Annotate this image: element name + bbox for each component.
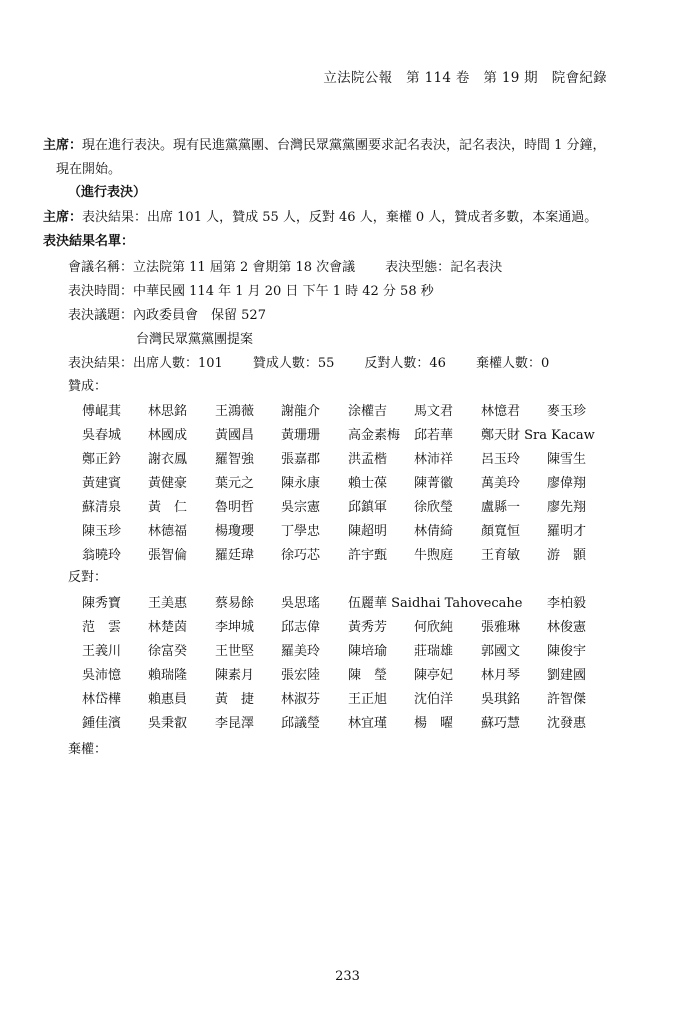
yes-name: 丁學忠 — [281, 524, 321, 539]
yes-name: 王育敏 — [481, 548, 521, 563]
vote-time: 中華民國 114 年 1 月 20 日 下午 1 時 42 分 58 秒 — [133, 284, 434, 299]
list-title: 表決結果名單： — [43, 234, 135, 249]
no-name: 范 雲 — [82, 620, 122, 635]
yes-name: 陳雪生 — [547, 452, 587, 467]
no-name: 羅美玲 — [281, 644, 321, 659]
no-name: 李坤城 — [215, 620, 255, 635]
yes-name: 黃 仁 — [148, 500, 188, 515]
yes-count: 贊成人數：55 — [252, 356, 335, 371]
yes-name: 王鴻薇 — [215, 404, 255, 419]
yes-name: 徐巧芯 — [281, 548, 321, 563]
no-name: 吳沛憶 — [82, 668, 122, 683]
no-name: 王正旭 — [348, 692, 388, 707]
no-name: 陳秀寶 — [82, 596, 122, 611]
yes-name: 吳春城 — [82, 428, 122, 443]
yes-name: 萬美玲 — [481, 476, 521, 491]
yes-name: 黃國昌 — [215, 428, 255, 443]
no-name: 劉建國 — [547, 668, 587, 683]
yes-name: 林憶君 — [481, 404, 521, 419]
no-name: 林岱樺 — [82, 692, 122, 707]
no-name: 王義川 — [82, 644, 122, 659]
vote-type-label: 表決型態： — [385, 260, 451, 275]
speaker-label: 主席： — [43, 138, 83, 153]
yes-row — [82, 520, 642, 540]
no-row — [82, 688, 642, 708]
no-name: 陳亭妃 — [414, 668, 454, 683]
no-name: 陳培瑜 — [348, 644, 388, 659]
yes-row — [82, 496, 642, 516]
no-name: 莊瑞雄 — [414, 644, 454, 659]
yes-name: 陳菁徽 — [414, 476, 454, 491]
yes-name: 賴士葆 — [348, 476, 388, 491]
meeting-name-line — [68, 256, 502, 275]
yes-name: 廖先翔 — [547, 500, 587, 515]
vote-time-line — [68, 280, 434, 299]
yes-name: 吳宗憲 — [281, 500, 321, 515]
no-row — [82, 640, 642, 660]
no-name: 張雅琳 — [481, 620, 521, 635]
chair-text-line2: 現在開始。 — [56, 162, 122, 177]
no-row — [82, 592, 642, 612]
yes-name: 陳永康 — [281, 476, 321, 491]
yes-name: 鄭正鈐 — [82, 452, 122, 467]
yes-name: 麥玉珍 — [547, 404, 587, 419]
yes-name: 洪孟楷 — [348, 452, 388, 467]
no-name: 李昆澤 — [215, 716, 255, 731]
chair-result-text: 表決結果：出席 101 人，贊成 55 人，反對 46 人，棄權 0 人，贊成者多數，本案通過。 — [82, 210, 598, 225]
yes-name: 黃建賓 — [82, 476, 122, 491]
yes-name: 陳超明 — [348, 524, 388, 539]
no-name: 王美惠 — [148, 596, 188, 611]
yes-name: 林德福 — [148, 524, 188, 539]
meeting-name: 立法院第 11 屆第 2 會期第 18 次會議 — [133, 260, 356, 275]
no-name: 沈伯洋 — [414, 692, 454, 707]
no-name: 賴瑞隆 — [148, 668, 188, 683]
no-label: 反對： — [68, 570, 108, 585]
chair-statement-1 — [43, 134, 613, 182]
yes-name: 楊瓊瓔 — [215, 524, 255, 539]
page-header: 立法院公報 第 114 卷 第 19 期 院會紀錄 — [323, 70, 607, 86]
no-name: 吳思瑤 — [281, 596, 321, 611]
no-name: 林淑芬 — [281, 692, 321, 707]
no-name: 伍麗華 Saidhai Tahovecahe — [348, 596, 523, 611]
yes-row — [82, 424, 642, 444]
yes-name: 顏寬恒 — [481, 524, 521, 539]
abstain-count: 棄權人數：0 — [475, 356, 550, 371]
yes-name: 游 顥 — [547, 548, 587, 563]
vote-result-line — [68, 352, 549, 371]
yes-name: 傅崐萁 — [82, 404, 122, 419]
yes-name: 羅智強 — [215, 452, 255, 467]
speaker-label: 主席： — [43, 210, 83, 225]
yes-name: 鄭天財 Sra Kacaw — [481, 428, 595, 443]
yes-name: 林思銘 — [148, 404, 188, 419]
chair-statement-2 — [43, 206, 613, 230]
no-name: 張宏陸 — [281, 668, 321, 683]
no-name: 陳素月 — [215, 668, 255, 683]
no-row — [82, 664, 642, 684]
yes-name: 陳玉珍 — [82, 524, 122, 539]
no-name: 沈發惠 — [547, 716, 587, 731]
yes-name: 林沛祥 — [414, 452, 454, 467]
meeting-name-label: 會議名稱： — [68, 260, 134, 275]
no-name: 鍾佳濱 — [82, 716, 122, 731]
no-count: 反對人數：46 — [364, 356, 446, 371]
no-name: 陳俊宇 — [547, 644, 587, 659]
action-note: （進行表決） — [68, 185, 147, 200]
no-name: 陳 瑩 — [348, 668, 388, 683]
yes-name: 謝龍介 — [281, 404, 321, 419]
no-name: 吳琪銘 — [481, 692, 521, 707]
no-name: 黃秀芳 — [348, 620, 388, 635]
no-name: 徐富癸 — [148, 644, 188, 659]
no-name: 許智傑 — [547, 692, 587, 707]
yes-name: 高金素梅 — [348, 428, 401, 443]
no-name: 林俊憲 — [547, 620, 587, 635]
no-name: 吳秉叡 — [148, 716, 188, 731]
no-name: 林月琴 — [481, 668, 521, 683]
vote-topic-line — [68, 304, 266, 323]
yes-name: 林倩綺 — [414, 524, 454, 539]
yes-name: 張嘉郡 — [281, 452, 321, 467]
abstain-label: 棄權： — [68, 742, 108, 757]
yes-name: 涂權吉 — [348, 404, 388, 419]
no-row — [82, 616, 642, 636]
yes-name: 謝衣鳳 — [148, 452, 188, 467]
yes-name: 徐欣瑩 — [414, 500, 454, 515]
vote-time-label: 表決時間： — [68, 284, 134, 299]
attend-count: 出席人數：101 — [133, 356, 223, 371]
no-name: 何欣純 — [414, 620, 454, 635]
yes-name: 魯明哲 — [215, 500, 255, 515]
yes-row — [82, 400, 642, 420]
yes-name: 許宇甄 — [348, 548, 388, 563]
no-row — [82, 712, 642, 732]
no-name: 楊 曜 — [414, 716, 454, 731]
chair-text-line1: 現在進行表決。現有民進黨黨團、台灣民眾黨黨團要求記名表決，記名表決，時間 1 分鐘， — [82, 138, 606, 153]
yes-name: 林國成 — [148, 428, 188, 443]
yes-name: 蘇清泉 — [82, 500, 122, 515]
no-name: 蔡易餘 — [215, 596, 255, 611]
yes-name: 牛煦庭 — [414, 548, 454, 563]
yes-row — [82, 544, 642, 564]
page-number: 233 — [335, 969, 360, 984]
yes-name: 葉元之 — [215, 476, 255, 491]
yes-name: 翁曉玲 — [82, 548, 122, 563]
no-name: 林宜瑾 — [348, 716, 388, 731]
no-name: 郭國文 — [481, 644, 521, 659]
no-name: 賴惠員 — [148, 692, 188, 707]
yes-name: 廖偉翔 — [547, 476, 587, 491]
no-name: 黃 捷 — [215, 692, 255, 707]
yes-name: 邱鎮軍 — [348, 500, 388, 515]
yes-label: 贊成： — [68, 379, 108, 394]
no-name: 李柏毅 — [547, 596, 587, 611]
yes-name: 盧縣一 — [481, 500, 521, 515]
yes-name: 羅明才 — [547, 524, 587, 539]
no-name: 王世堅 — [215, 644, 255, 659]
yes-name: 邱若華 — [414, 428, 454, 443]
yes-name: 黃珊珊 — [281, 428, 321, 443]
yes-name: 張智倫 — [148, 548, 188, 563]
yes-name: 呂玉玲 — [481, 452, 521, 467]
no-name: 邱議瑩 — [281, 716, 321, 731]
yes-name: 黃健豪 — [148, 476, 188, 491]
yes-row — [82, 448, 642, 468]
vote-topic-label: 表決議題： — [68, 308, 134, 323]
yes-name: 馬文君 — [414, 404, 454, 419]
vote-type: 記名表決 — [450, 260, 503, 275]
no-name: 邱志偉 — [281, 620, 321, 635]
vote-topic-2: 台灣民眾黨黨團提案 — [136, 332, 254, 347]
vote-topic-1: 內政委員會 保留 527 — [133, 308, 266, 323]
yes-row — [82, 472, 642, 492]
yes-name: 羅廷瑋 — [215, 548, 255, 563]
vote-result-label: 表決結果： — [68, 356, 134, 371]
no-name: 蘇巧慧 — [481, 716, 521, 731]
no-name: 林楚茵 — [148, 620, 188, 635]
